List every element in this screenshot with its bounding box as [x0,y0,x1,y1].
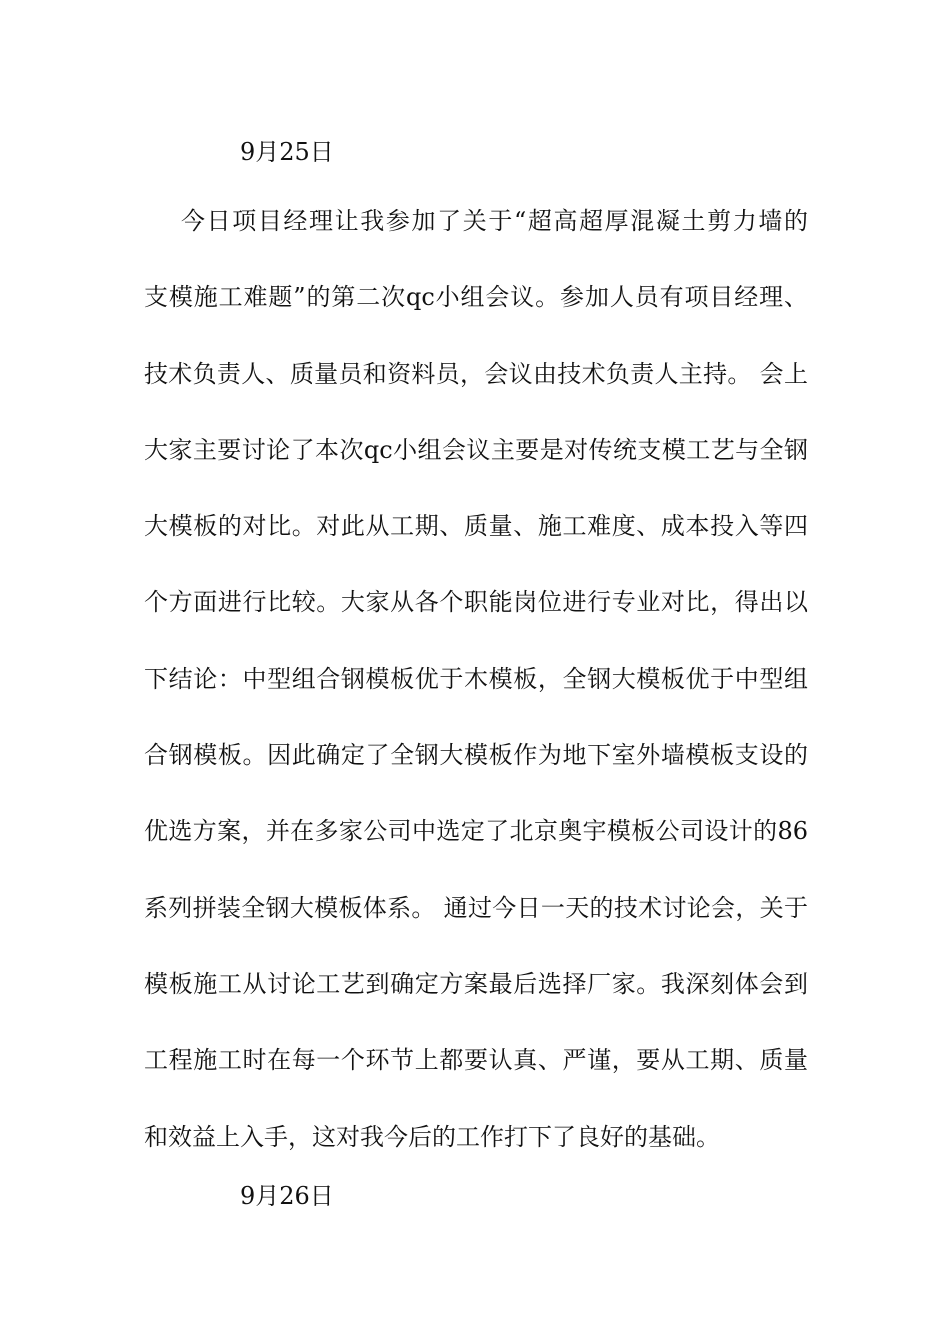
paragraph-line: 大家主要讨论了本次qc小组会议主要是对传统支模工艺与全钢 [144,435,808,464]
paragraph-line: 和效益上入手，这对我今后的工作打下了良好的基础。 [144,1122,720,1151]
paragraph-line: 合钢模板。因此确定了全钢大模板作为地下室外墙模板支设的 [144,741,808,770]
paragraph-line: 支模施工难题”的第二次qc小组会议。参加人员有项目经理、 [144,283,808,312]
paragraph-line: 下结论：中型组合钢模板优于木模板，全钢大模板优于中型组 [144,664,808,693]
paragraph-line: 模板施工从讨论工艺到确定方案最后选择厂家。我深刻体会到 [144,969,808,998]
journal-paragraph [144,205,808,1197]
paragraph-line: 系列拼装全钢大模板体系。 通过今日一天的技术讨论会，关于 [144,893,808,922]
paragraph-line: 优选方案，并在多家公司中选定了北京奥宇模板公司设计的86 [144,817,808,846]
paragraph-line: 大模板的对比。对此从工期、质量、施工难度、成本投入等四 [144,512,808,541]
paragraph-line: 工程施工时在每一个环节上都要认真、严谨，要从工期、质量 [144,1046,808,1075]
paragraph-line: 个方面进行比较。大家从各个职能岗位进行专业对比，得出以 [144,588,808,617]
paragraph-line: 技术负责人、质量员和资料员，会议由技术负责人主持。 会上 [144,359,808,388]
paragraph-line: 今日项目经理让我参加了关于“超高超厚混凝土剪力墙的 [144,207,808,235]
entry-date: 9月25日 [240,138,334,166]
entry-date: 9月26日 [240,1182,334,1210]
